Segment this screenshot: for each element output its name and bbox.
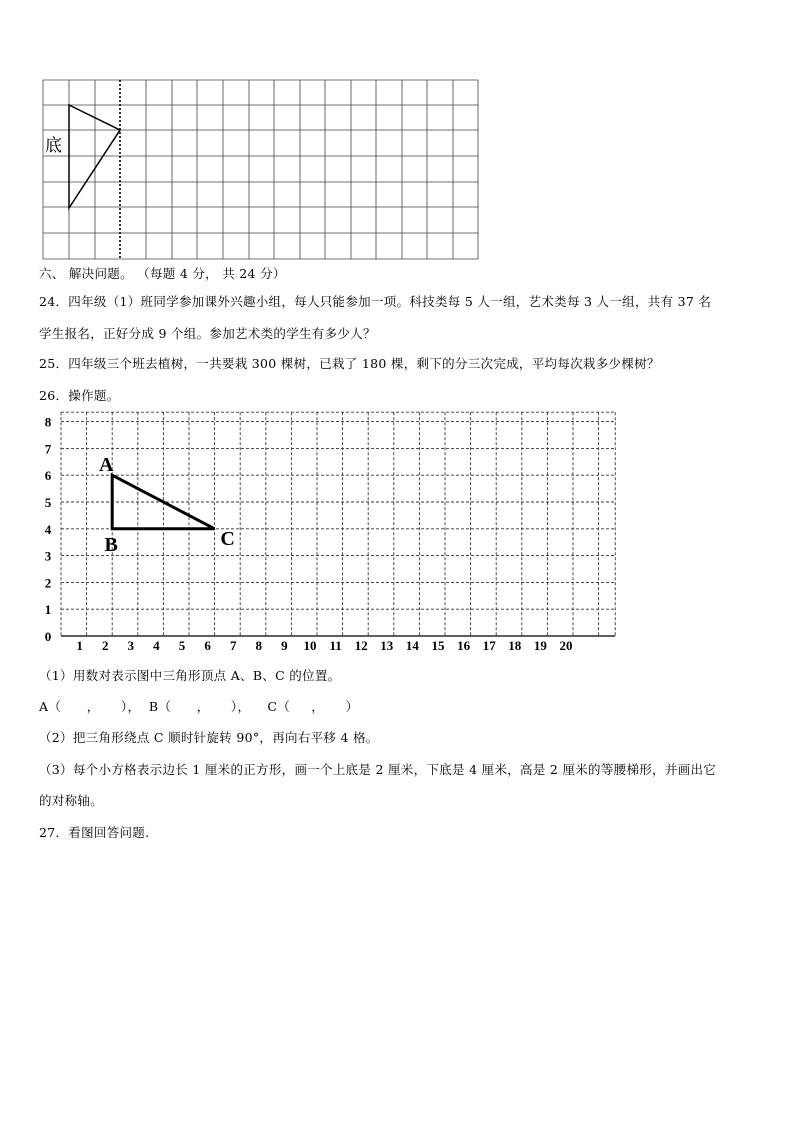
x-tick-label: 18 xyxy=(508,638,522,653)
x-tick-label: 16 xyxy=(457,638,471,653)
y-tick-label: 6 xyxy=(44,468,52,484)
x-tick-label: 17 xyxy=(482,638,496,653)
x-tick-label: 3 xyxy=(127,638,135,653)
x-tick-label: 10 xyxy=(303,638,317,653)
x-tick-label: 9 xyxy=(281,638,288,653)
half-triangle-shape xyxy=(69,105,120,208)
x-tick-label: 8 xyxy=(255,638,263,653)
grid1-lines xyxy=(43,80,478,259)
x-tick-label: 13 xyxy=(380,638,394,653)
q24-line2: 学生报名，正好分成 9 个组。参加艺术类的学生有多少人？ xyxy=(39,326,376,341)
section-heading: 六、 解决问题。 （每题 4 分， 共 24 分） xyxy=(39,266,286,281)
y-tick-label: 8 xyxy=(44,414,52,430)
q26-sub2: （2）把三角形绕点 C 顺时针旋转 90°，再向右平移 4 格。 xyxy=(39,730,379,745)
vertex-label-c: C xyxy=(220,527,235,550)
x-tick-label: 11 xyxy=(329,638,342,653)
q26-title: 26．操作题。 xyxy=(39,388,120,403)
y-tick-label: 5 xyxy=(44,495,52,510)
y-tick-label: 1 xyxy=(44,602,52,618)
x-tick-label: 7 xyxy=(229,638,237,653)
x-tick-label: 5 xyxy=(178,638,186,653)
base-label: 底 xyxy=(45,136,62,155)
x-tick-label: 1 xyxy=(76,638,83,653)
y-tick-label: 3 xyxy=(44,548,52,564)
q25-text: 25．四年级三个班去植树，一共要栽 300 棵树，已栽了 180 棵，剩下的分三次完成，平均每次栽多少棵树？ xyxy=(39,356,660,371)
vertex-label-a: A xyxy=(98,454,114,477)
triangle-grid-figure xyxy=(0,0,794,265)
q26-sub3-line1: （3）每个小方格表示边长 1 厘米的正方形，画一个上底是 2 厘米，下底是 4 厘米，高是 2 厘米的等腰梯形，并画出它 xyxy=(39,762,717,777)
x-tick-label: 15 xyxy=(431,638,445,653)
vertex-label-b: B xyxy=(104,533,118,556)
x-tick-label: 4 xyxy=(153,638,160,653)
q24-line1: 24．四年级（1）班同学参加课外兴趣小组，每人只能参加一项。科技类每 5 人一组，艺术类每 3 人一组，共有 37 名 xyxy=(39,294,712,309)
x-tick-label: 19 xyxy=(533,638,547,653)
y-tick-label: 2 xyxy=(44,575,52,591)
q27-title: 27．看图回答问题. xyxy=(39,825,150,840)
q26-sub3-line2: 的对称轴。 xyxy=(39,793,104,808)
q26-answer-line: A（ ， ）， B（ ， ）， C（ ， ） xyxy=(39,699,359,714)
x-tick-label: 14 xyxy=(405,638,419,653)
x-tick-label: 2 xyxy=(101,638,109,653)
y-tick-label: 4 xyxy=(44,521,52,537)
x-tick-label: 20 xyxy=(559,638,573,653)
q26-sub1: （1）用数对表示图中三角形顶点 A、B、C 的位置。 xyxy=(39,668,341,683)
x-tick-label: 12 xyxy=(354,638,368,653)
coordinate-grid-chart xyxy=(0,410,794,660)
y-tick-label: 0 xyxy=(44,629,52,644)
x-tick-label: 6 xyxy=(204,638,211,653)
y-tick-label: 7 xyxy=(44,441,52,457)
